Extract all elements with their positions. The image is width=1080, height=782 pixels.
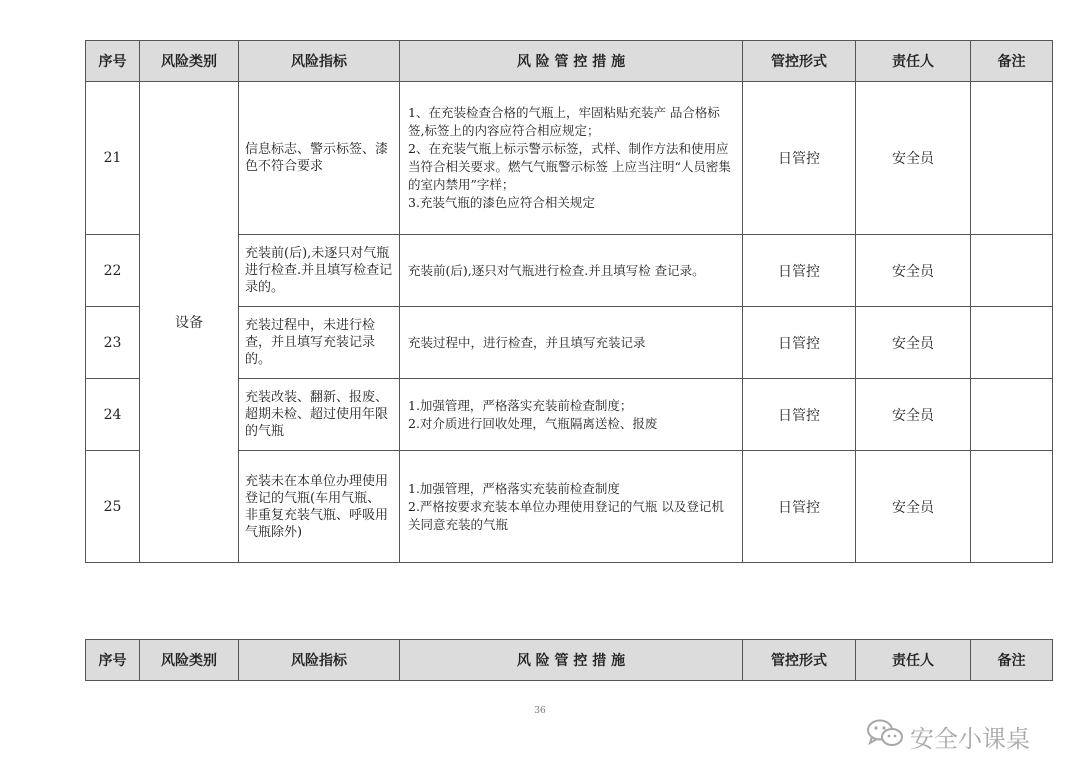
row-no: 25: [86, 451, 140, 563]
header-measures: 风 险 管 控 措 施: [400, 41, 743, 82]
header-note: 备注: [971, 41, 1053, 82]
control-form: 日管控: [743, 307, 856, 379]
header-form: 管控形式: [743, 640, 856, 681]
control-form: 日管控: [743, 379, 856, 451]
header-measures: 风 险 管 控 措 施: [400, 640, 743, 681]
page-number: 36: [534, 706, 546, 716]
responsible-person: 安全员: [856, 82, 971, 235]
responsible-person: 安全员: [856, 379, 971, 451]
wechat-icon: [866, 718, 904, 754]
note: [971, 451, 1053, 563]
responsible-person: 安全员: [856, 451, 971, 563]
control-measures: 1.加强管理，严格落实充装前检查制度 2.严格按要求充装本单位办理使用登记的气瓶 以及登记机关同意充装的气瓶: [400, 451, 743, 563]
note: [971, 235, 1053, 307]
header-form: 管控形式: [743, 41, 856, 82]
header-category: 风险类别: [140, 41, 239, 82]
responsible-person: 安全员: [856, 307, 971, 379]
risk-indicator: 信息标志、警示标签、漆色不符合要求: [239, 82, 400, 235]
header-person: 责任人: [856, 640, 971, 681]
table-header-row: [86, 640, 1053, 681]
row-no: 22: [86, 235, 140, 307]
responsible-person: 安全员: [856, 235, 971, 307]
table-row: [86, 82, 1053, 235]
note: [971, 379, 1053, 451]
row-no: 23: [86, 307, 140, 379]
header-category: 风险类别: [140, 640, 239, 681]
header-no: 序号: [86, 640, 140, 681]
table-header-row: [86, 41, 1053, 82]
header-indicator: 风险指标: [239, 41, 400, 82]
note: [971, 82, 1053, 235]
header-indicator: 风险指标: [239, 640, 400, 681]
row-no: 24: [86, 379, 140, 451]
control-form: 日管控: [743, 235, 856, 307]
control-measures: 1.加强管理，严格落实充装前检查制度； 2.对介质进行回收处理，气瓶隔离送检、报废: [400, 379, 743, 451]
risk-category: 设备: [140, 82, 239, 563]
header-no: 序号: [86, 41, 140, 82]
risk-control-table: [85, 40, 1053, 563]
risk-indicator: 充装前(后),未逐只对气瓶进行检查.并且填写检查记录的。: [239, 235, 400, 307]
header-note: 备注: [971, 640, 1053, 681]
risk-indicator: 充装过程中，未进行检查，并且填写充装记录的。: [239, 307, 400, 379]
next-page-table-header: [85, 639, 1053, 681]
row-no: 21: [86, 82, 140, 235]
note: [971, 307, 1053, 379]
control-measures: 充装过程中，进行检查，并且填写充装记录: [400, 307, 743, 379]
control-form: 日管控: [743, 451, 856, 563]
watermark: [866, 718, 1030, 754]
header-person: 责任人: [856, 41, 971, 82]
control-measures: 充装前(后),逐只对气瓶进行检查.并且填写检 查记录。: [400, 235, 743, 307]
watermark-text: 安全小课桌: [910, 724, 1030, 753]
risk-indicator: 充装改装、翻新、报废、超期未检、超过使用年限的气瓶: [239, 379, 400, 451]
control-measures: 1、在充装检查合格的气瓶上，牢固粘贴充装产 品合格标签,标签上的内容应符合相应规定； 2、在充装气瓶上标示警示标签，式样、制作方法和使用应当符合相关要求。燃气气瓶警示标签 上应当注明“人员密集的室内禁用”字样； 3.充装气瓶的漆色应符合相关规定: [400, 82, 743, 235]
risk-indicator: 充装未在本单位办理使用登记的气瓶(车用气瓶、非重复充装气瓶、呼吸用气瓶除外): [239, 451, 400, 563]
control-form: 日管控: [743, 82, 856, 235]
